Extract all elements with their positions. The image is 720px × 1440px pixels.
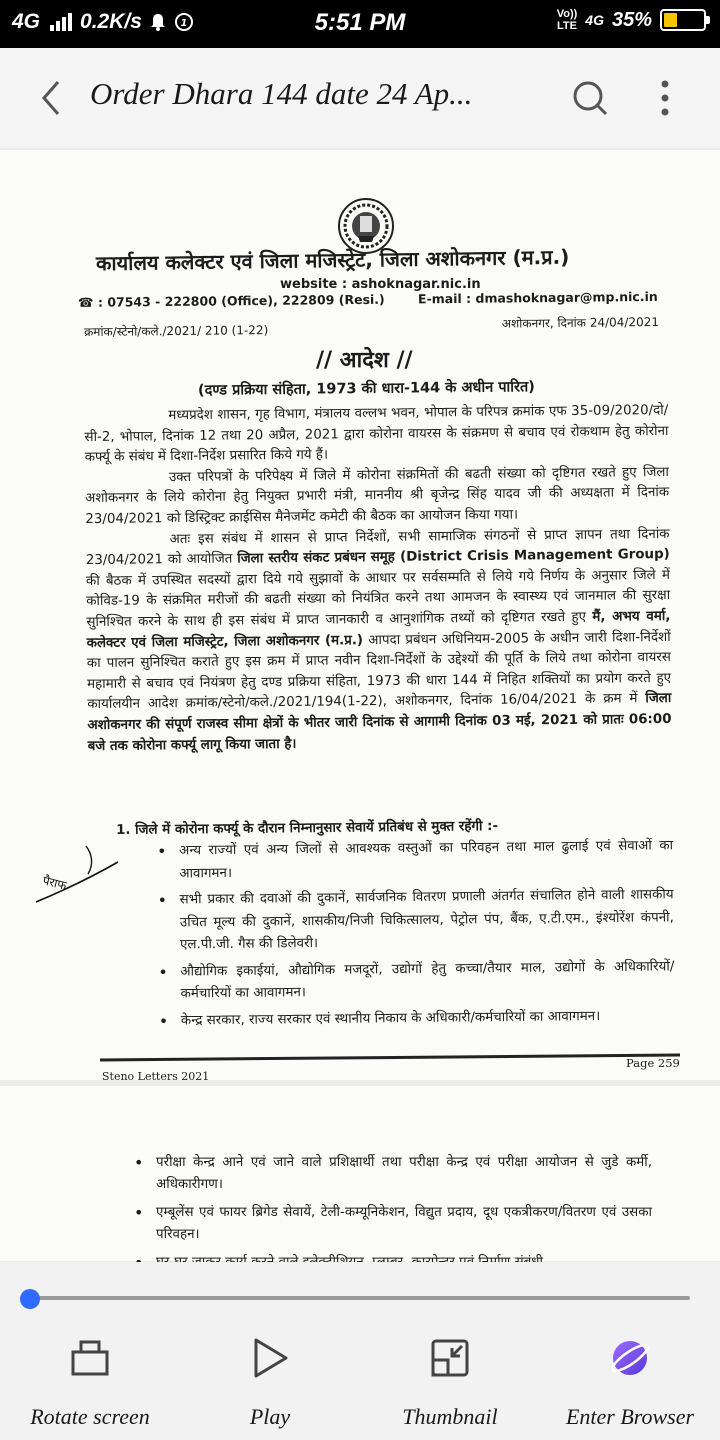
footer-rule — [100, 1053, 680, 1061]
battery-icon — [660, 9, 706, 31]
list-item: • केन्द्र सरकार, राज्य सरकार एवं स्थानीय निकाय के अधिकारी/कर्मचारियों का आवागमन। — [159, 1005, 675, 1033]
para3-bold-b: जिला स्तरीय संकट प्रबंधन समूह (District Crisis Management Group) — [237, 547, 670, 567]
signature-text: पैराफ — [41, 873, 69, 893]
volte-indicator — [557, 8, 578, 32]
page-number: Page 259 — [626, 1056, 680, 1070]
clock: 5:51 PM — [314, 9, 406, 36]
svg-text:1: 1 — [180, 18, 188, 29]
list-item: • औद्योगिक इकाईयां, औद्योगिक मजदूरों, उद्योगों हेतु कच्चा/तैयार माल, उद्योगों के अधिकारियों/कर्मचारियों का आवागमन। — [158, 956, 674, 1006]
paragraph-1: मध्यप्रदेश शासन, गृह विभाग, मंत्रालय वल्लभ भवन, भोपाल के परिपत्र क्रमांक एफ 35-09/2020/दो/सी-2, भोपाल, दिनांक 12 तथा 20 अप्रैल, 2021 द्वारा कोरोना वायरस के संक्रमण से बचाव एवं रोकथाम हेतु कोरोना कर्फ्यू के संबंध में दिशा-निर्देश प्रसारित किये गये हैं। — [84, 402, 669, 466]
list-item: • सभी प्रकार की दवाओं की दुकानें, सार्वजनिक वितरण प्रणाली अंतर्गत संचालित होने वाली शासकीय उचित मूल्य की दुकानें, शासकीय/निजी चिकित्सालय, पेट्रोल पंप, बैंक, ए.टी.एम., इंश्योरेंश कंपनी, एल.पी.जी. गैस की डिलेवरी। — [158, 884, 675, 957]
reference-number: क्रमांक/स्टेनो/कले./2021/ 210 (1-22) — [83, 323, 269, 340]
battery-percent: 35% — [611, 8, 652, 31]
contact-row — [77, 288, 658, 310]
volte-top: Vo)) — [556, 8, 578, 20]
footer-left: Steno Letters 2021 — [102, 1070, 210, 1083]
chevron-left-icon[interactable] — [32, 78, 72, 118]
network-speed: 0.2K/s — [80, 10, 142, 33]
point-1-heading: 1. जिले में कोरोना कर्फ्यू के दौरान निम्नानुसार सेवायें प्रतिबंध से मुक्त रहेंगी :- — [115, 819, 499, 838]
para3-bold-d: मैं, अभय वर्मा, कलेक्टर एवं जिला मजिस्ट्रेट, जिला अशोकनगर (म.प्र.) — [86, 608, 671, 651]
document-page-2[interactable] — [0, 1086, 720, 1261]
thumbnail-button[interactable] — [360, 1336, 540, 1430]
bottom-toolbar — [0, 1262, 720, 1440]
network-type: 4G — [12, 10, 41, 33]
battery-fill — [664, 13, 677, 27]
website: website : ashoknagar.nic.in — [280, 277, 481, 292]
more-vertical-icon[interactable] — [650, 78, 680, 118]
search-icon[interactable] — [570, 78, 610, 118]
browser-planet-icon — [608, 1336, 652, 1380]
thumbnail-label: Thumbnail — [402, 1404, 498, 1429]
list-item: • एम्बूलेंस एवं फायर ब्रिगेड सेवायें, टेली-कम्यूनिकेशन, विद्युत प्रदाय, दूध एकत्रीकरण/वितरण एवं उसका परिवहन। — [134, 1202, 652, 1246]
phone-icon: ☎ — [77, 294, 99, 310]
office-title: कार्यालय कलेक्टर एवं जिला मजिस्ट्रेट, जिला अशोकनगर (म.प्र.) — [95, 244, 570, 276]
handwritten-signature — [30, 840, 130, 910]
phone-numbers: : 07543 - 222800 (Office), 222809 (Resi.) — [97, 291, 385, 310]
paragraph-2: उक्त परिपत्रों के परिपेक्ष्य में जिले में कोरोना संक्रमितों की बढती संख्या को दृष्टिगत रखते हुए जिला अशोकनगर के लिये कोरोना हेतु नियुक्त प्रभारी मंत्री, माननीय श्री बृजेन्द्र सिंह यादव जी की अध्यक्षता में दिनांक 23/04/2021 को डिस्ट्रिक्ट क्राईसिस मैनेजमेंट कमेटी की बैठक का आयोजन किया गया। — [85, 464, 670, 528]
exempt-services-list — [157, 835, 675, 1036]
page-progress-handle[interactable] — [20, 1289, 40, 1309]
order-subheading: (दण्ड प्रक्रिया संहिता, 1973 की धारा-144 के अधीन पारित) — [197, 379, 535, 399]
reference-row — [83, 314, 660, 340]
exempt-services-list-continued — [134, 1152, 652, 1280]
app-bar — [0, 48, 720, 148]
list-item: • परीक्षा केन्द्र आने एवं जाने वाले प्रशिक्षार्थी तथा परीक्षा केन्द्र एवं परीक्षा आयोजन से जुडे कर्मी, अधिकारीगण। — [134, 1152, 652, 1196]
rotate-screen-icon — [68, 1336, 112, 1380]
document-title: Order Dhara 144 date 24 Ap... — [90, 76, 473, 111]
para3-bold-f: जिला अशोकनगर की संपूर्ण राजस्व सीमा क्षेत्रों के भीतर जारी दिनांक से आगामी दिनांक 03 मई, 2021 को प्रातः 06:00 बजे तक कोरोना कर्फ्यू लागू किया जाता है। — [87, 691, 672, 754]
email: E-mail : dmashoknagar@mp.nic.in — [417, 288, 658, 307]
document-page-1[interactable] — [0, 150, 720, 1083]
paragraph-3 — [85, 525, 671, 758]
para3-text-a: अतः इस संबंध में शासन से प्राप्त निर्देशों, सभी सामाजिक संगठनों से प्राप्त ज्ञापन तथा दिनांक 23/04/2021 को आयोजित — [85, 526, 670, 569]
para3-text-c: की बैठक में उपस्थित सदस्यों द्वारा दिये गये सुझावों के आधार पर सर्वसम्मति से लिये गये निर्णय के अनुसार जिले में कोविड-19 के संक्रमित मरीजों की बढती संख्या को नियंत्रित करने तथा आमजन के स्वास्थ्य एवं जानमाल की सुरक्षा सुनिश्चित करने के साथ ही इस संबंध में प्राप्त जानकारी व आनुशांगिक तथ्यों को दृष्टिगत रखते हुए — [85, 567, 671, 630]
list-item: • अन्य राज्यों एवं अन्य जिलों से आवश्यक वस्तुओं का परिवहन तथा माल ढुलाई एवं सेवाओं का आवागमन। — [157, 835, 673, 885]
order-heading: // आदेश // — [316, 348, 413, 373]
play-label: Play — [249, 1404, 291, 1429]
order-date: अशोकनगर, दिनांक 24/04/2021 — [501, 314, 660, 331]
para3-text-e: आपदा प्रबंधन अधिनियम-2005 के अधीन जारी दिशा-निर्देशों का पालन सुनिश्चित कराते हुए इस क्रम में प्राप्त नवीन दिशा-निर्देशों के उद्देश्यों की पूर्ति के लिये तथा कोरोना वायरस महामारी से बचाव एवं नियंत्रण हेतु दण्ड प्रक्रिया संहिता, 1973 की धारा 144 में निहित शक्तियों का प्रयोग करते हुए कार्यालयीन आदेश क्रमांक/स्टेनो/कले./2021/194(1-22), अशोकनगर, दिनांक 16/04/2021 के क्रम में — [86, 629, 672, 713]
play-icon — [248, 1336, 292, 1380]
order-body — [84, 401, 672, 757]
rotate-screen-label: Rotate screen — [30, 1404, 150, 1429]
network-type-2: 4G — [585, 12, 604, 28]
play-button[interactable] — [180, 1336, 360, 1430]
enter-browser-label: Enter Browser — [565, 1404, 695, 1429]
volte-bottom: LTE — [557, 20, 577, 32]
rotate-screen-button[interactable] — [0, 1336, 180, 1430]
status-right — [557, 8, 706, 32]
status-bar — [0, 0, 720, 48]
page-progress-track[interactable] — [30, 1296, 690, 1300]
enter-browser-button[interactable] — [540, 1336, 720, 1430]
thumbnail-icon — [428, 1336, 472, 1380]
